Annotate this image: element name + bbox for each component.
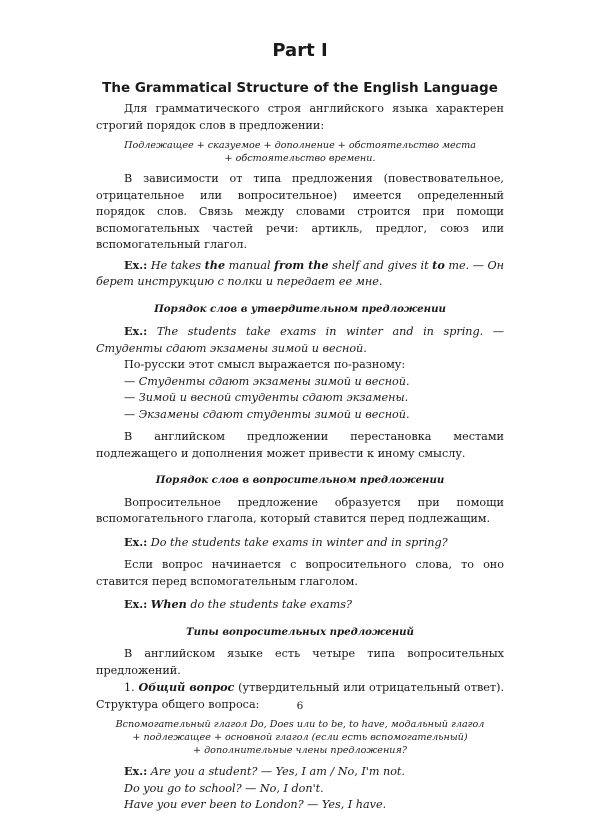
- formula-line: Вспомогательный глагол Do, Does или to be, to have, модальный глагол: [115, 719, 485, 730]
- translation-variant: — Экзамены сдают студенты зимой и весной.: [124, 407, 410, 421]
- part-title: Part I: [272, 40, 328, 61]
- example-question-word: Ex.: When do the students take exams?: [124, 597, 352, 611]
- page-number: 6: [296, 700, 304, 712]
- section-heading-question-types: Типы вопросительных предложений: [186, 625, 414, 638]
- question-types-paragraph: В английском языке есть четыре типа вопросительных предложений.: [96, 647, 504, 677]
- example-affirmative: Ex.: The students take exams in winter and in spring. — Студенты сдают экзамены зимой и весной.: [96, 324, 504, 355]
- example-1: Ex.: He takes the manual from the shelf and gives it to me. — Он берет инструкцию с полки и передает ее мне.: [96, 257, 505, 288]
- intro-paragraph: Для грамматического строя английского языка характерен строгий порядок слов в предложении:: [96, 102, 504, 132]
- example-general-question: Do you go to school? — No, I don't.: [124, 781, 324, 795]
- example-general-question: Have you ever been to London? — Yes, I have.: [124, 798, 387, 811]
- translation-variant: — Студенты сдают экзамены зимой и весной.: [124, 374, 410, 388]
- highlight-term: Общий вопрос: [138, 680, 235, 694]
- example-label: Ex.:: [124, 534, 148, 549]
- example-interrogative: Ex.: Do the students take exams in winter and in spring?: [124, 534, 448, 549]
- general-question-item: 1. Общий вопрос (утвердительный или отрицательный ответ). Структура общего вопроса:: [96, 680, 505, 711]
- example-label: Ex.:: [124, 257, 148, 272]
- example-label: Ex.:: [124, 324, 148, 338]
- example-general-question: Ex.: Are you a student? — Yes, I am / No, I'm not.: [124, 764, 405, 778]
- highlight-word: the: [204, 257, 226, 272]
- formula-line: Подлежащее + сказуемое + дополнение + обстоятельство места: [124, 140, 476, 151]
- example-label: Ex.:: [124, 597, 148, 611]
- word-order-formula: [96, 139, 504, 165]
- chapter-title: The Grammatical Structure of the English Language: [102, 80, 498, 96]
- highlight-word: from the: [274, 257, 329, 272]
- highlight-word: to: [432, 257, 445, 272]
- translation-note: По-русски этот смысл выражается по-разному:: [124, 358, 406, 371]
- section-heading-interrogative: Порядок слов в вопросительном предложении: [155, 474, 445, 486]
- interrogative-paragraph: Вопросительное предложение образуется при помощи вспомогательного глагола, который ставится перед подлежащим.: [96, 495, 504, 525]
- formula-line: + обстоятельство времени.: [224, 153, 376, 164]
- affirmative-closing: В английском предложении перестановка местами подлежащего и дополнения может привести к иному смыслу.: [96, 430, 504, 460]
- question-word-paragraph: Если вопрос начинается с вопросительного слова, то оно ставится перед вспомогательным глаголом.: [96, 558, 504, 588]
- highlight-word: When: [150, 597, 187, 611]
- formula-line: + дополнительные члены предложения?: [193, 745, 407, 756]
- example-label: Ex.:: [124, 764, 148, 778]
- section-heading-affirmative: Порядок слов в утвердительном предложении: [154, 302, 446, 315]
- formula-line: + подлежащее + основной глагол (если есть вспомогательный): [132, 732, 468, 743]
- word-order-paragraph: В зависимости от типа предложения (повествовательное, отрицательное или вопросительное) имеется определенный порядок слов. Связь между словами строится при помощи вспомогательных частей речи: артикль, предлог, союз или вспомогательный глагол.: [96, 172, 504, 251]
- general-question-formula: [96, 718, 504, 757]
- translation-variant: — Зимой и весной студенты сдают экзамены.: [124, 391, 409, 404]
